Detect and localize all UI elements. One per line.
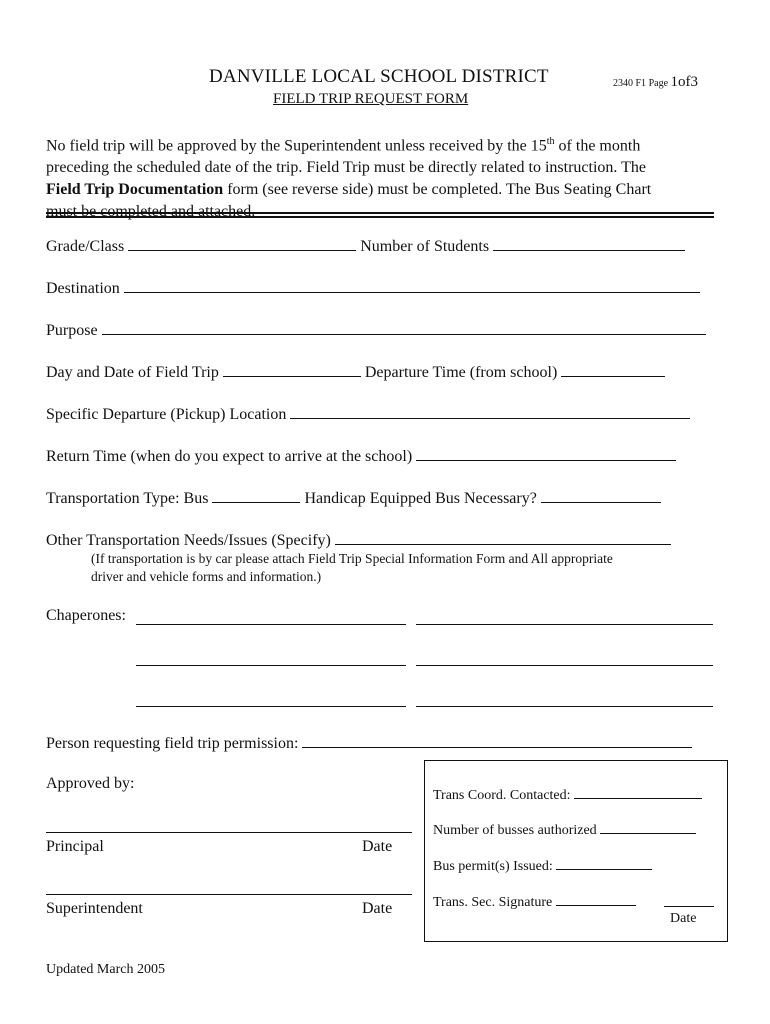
trans-sec-signature-field[interactable] <box>556 893 636 906</box>
row-grade <box>46 236 685 256</box>
car-note-1: (If transportation is by car please attach Field Trip Special Information Form and All appropriate <box>91 551 613 566</box>
car-note-2: driver and vehicle forms and information.) <box>91 569 322 584</box>
chaperone-line-5[interactable] <box>136 706 406 707</box>
return-time-field[interactable] <box>416 446 676 461</box>
form-code-number: 2340 F1 <box>613 78 647 89</box>
departure-time-field[interactable] <box>561 362 665 377</box>
other-needs-field[interactable] <box>335 530 671 545</box>
row-day-date <box>46 362 665 382</box>
transport-type-field[interactable] <box>212 488 300 503</box>
row-permits <box>433 857 652 875</box>
purpose-label: Purpose <box>46 322 98 339</box>
return-time-label: Return Time (when do you expect to arrive at the school) <box>46 448 413 465</box>
trans-coord-field[interactable] <box>574 786 702 799</box>
trans-coord-label: Trans Coord. Contacted: <box>433 788 571 803</box>
chaperone-line-1[interactable] <box>136 624 406 625</box>
form-code <box>613 74 698 91</box>
num-students-label: Number of Students <box>360 238 490 255</box>
superintendent-date-label: Date <box>362 900 393 917</box>
requester-field[interactable] <box>302 733 692 748</box>
principal-date-label: Date <box>362 838 393 855</box>
departure-time-label: Departure Time (from school) <box>364 364 558 381</box>
pickup-location-label: Specific Departure (Pickup) Location <box>46 406 287 423</box>
page-of: 1of3 <box>670 74 699 90</box>
grade-class-label: Grade/Class <box>46 238 125 255</box>
destination-label: Destination <box>46 280 120 297</box>
form-title: FIELD TRIP REQUEST FORM <box>273 91 469 107</box>
row-pickup <box>46 404 690 424</box>
intro-line-4: must be completed and attached. <box>46 203 256 221</box>
num-students-field[interactable] <box>493 236 685 251</box>
divider-rule-top <box>46 212 714 214</box>
busses-label: Number of busses authorized <box>433 823 597 838</box>
chaperone-line-6[interactable] <box>416 706 713 707</box>
pickup-location-field[interactable] <box>290 404 690 419</box>
handicap-bus-label: Handicap Equipped Bus Necessary? <box>304 490 537 507</box>
day-date-field[interactable] <box>223 362 361 377</box>
permits-field[interactable] <box>556 857 652 870</box>
chaperones-label: Chaperones: <box>46 607 126 624</box>
grade-class-field[interactable] <box>128 236 356 251</box>
row-trans-coord <box>433 786 702 804</box>
row-requester <box>46 733 692 753</box>
trans-sec-date-label: Date <box>670 911 697 926</box>
handicap-bus-field[interactable] <box>541 488 661 503</box>
day-date-label: Day and Date of Field Trip <box>46 364 219 381</box>
chaperone-line-4[interactable] <box>416 665 713 666</box>
district-name: DANVILLE LOCAL SCHOOL DISTRICT <box>209 66 549 87</box>
row-busses <box>433 821 696 839</box>
superintendent-signature-line[interactable] <box>46 894 412 895</box>
intro-line-1: No field trip will be approved by the Superintendent unless received by the 15th of the month <box>46 136 641 155</box>
updated-note: Updated March 2005 <box>46 962 165 977</box>
chaperone-line-2[interactable] <box>416 624 713 625</box>
row-transport <box>46 488 661 508</box>
row-purpose <box>46 320 706 340</box>
trans-sec-date-line[interactable] <box>664 906 714 907</box>
chaperone-line-3[interactable] <box>136 665 406 666</box>
destination-field[interactable] <box>124 278 700 293</box>
intro-text <box>46 131 726 223</box>
busses-field[interactable] <box>600 821 696 834</box>
principal-signature-line[interactable] <box>46 832 412 833</box>
row-destination <box>46 278 700 298</box>
page-word: Page <box>648 78 669 89</box>
permits-label: Bus permit(s) Issued: <box>433 859 553 874</box>
intro-line-3: Field Trip Documentation form (see reverse side) must be completed. The Bus Seating Chart <box>46 181 652 199</box>
trans-sec-signature-label: Trans. Sec. Signature <box>433 895 553 910</box>
divider-rule-bottom <box>46 216 714 218</box>
other-needs-label: Other Transportation Needs/Issues (Specify) <box>46 532 331 549</box>
intro-line-2: preceding the scheduled date of the trip. Field Trip must be directly related to instruction. The <box>46 159 647 177</box>
row-signature <box>433 893 636 911</box>
purpose-field[interactable] <box>102 320 706 335</box>
principal-label: Principal <box>46 838 104 855</box>
row-other-needs <box>46 530 671 550</box>
transport-type-label: Transportation Type: Bus <box>46 490 209 507</box>
requester-label: Person requesting field trip permission: <box>46 735 299 752</box>
approved-by-label: Approved by: <box>46 775 135 792</box>
superintendent-label: Superintendent <box>46 900 143 917</box>
row-return-time <box>46 446 676 466</box>
